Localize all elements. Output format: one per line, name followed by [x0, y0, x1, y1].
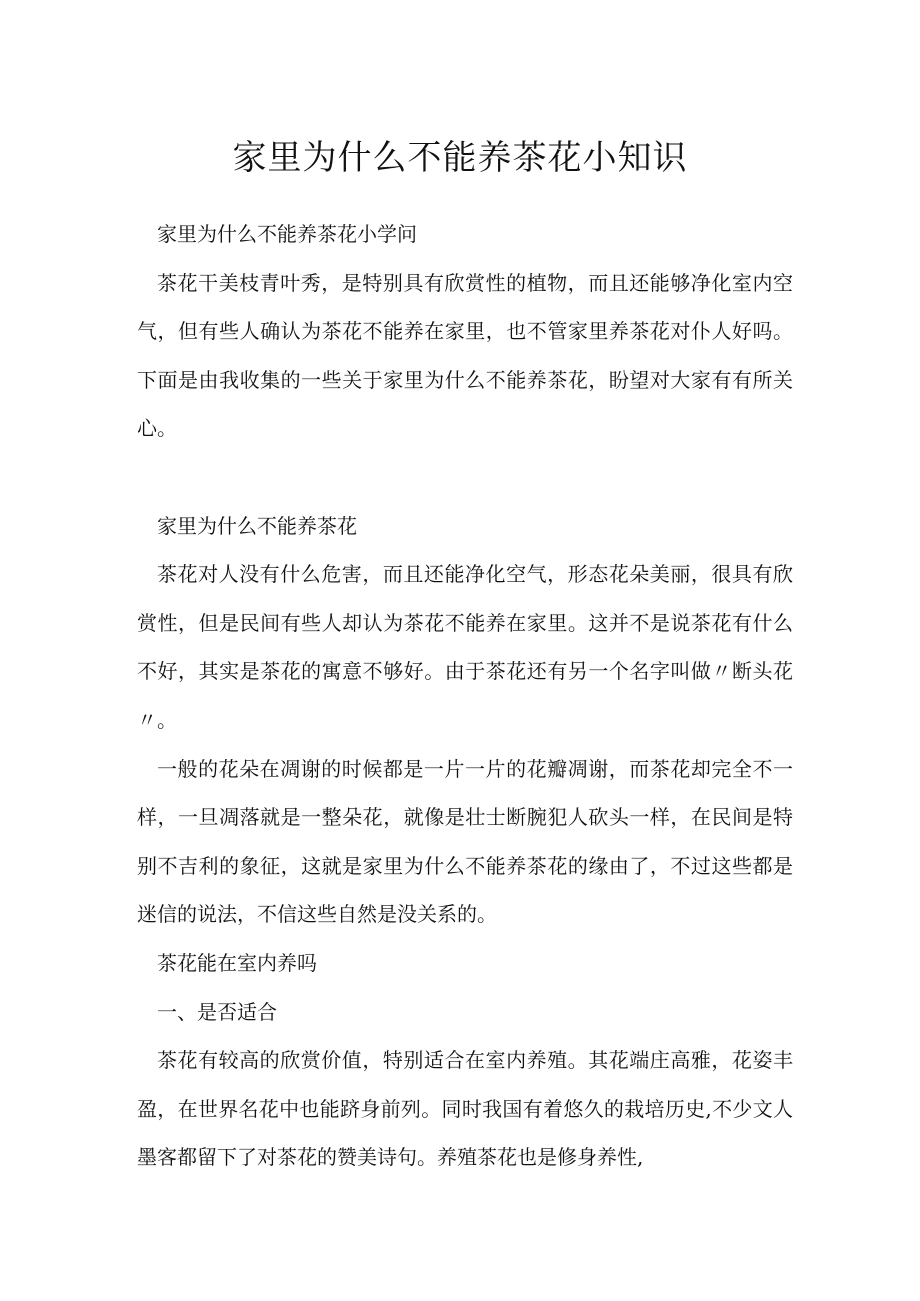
section-heading-indoor: 茶花能在室内养吗: [157, 950, 317, 975]
section-heading-why: 家里为什么不能养茶花: [157, 513, 357, 538]
paragraph-intro: 茶花干美枝青叶秀，是特别具有欣赏性的植物，而且还能够净化室内空气，但有些人确认为茶花不能养在家里，也不管家里养茶花对仆人好吗。下面是由我收集的一些关于家里为什么不能养茶花，盼望对大家有有所关心。: [137, 270, 793, 441]
paragraph-meaning: 茶花对人没有什么危害，而且还能净化空气，形态花朵美丽，很具有欣赏性，但是民间有些人却认为茶花不能养在家里。这并不是说茶花有什么不好，其实是茶花的寓意不够好。由于茶花还有另一个名字叫做〃断头花〃。: [137, 562, 793, 732]
document-body: [137, 210, 793, 1182]
paragraph-falling-flowers: 一般的花朵在凋谢的时候都是一片一片的花瓣凋谢，而茶花却完全不一样，一旦凋落就是一整朵花，就像是壮士断腕犯人砍头一样，在民间是特别不吉利的象征，这就是家里为什么不能养茶花的缘由了，不过这些都是迷信的说法，不信这些自然是没关系的。: [137, 756, 793, 927]
blank-line: [137, 453, 793, 502]
subsection-heading-suitable: 一、是否适合: [157, 999, 277, 1024]
paragraph-subtitle: 家里为什么不能养茶花小学问: [157, 222, 417, 246]
document-title: 家里为什么不能养茶花小知识: [232, 138, 688, 178]
paragraph-suitable: 茶花有较高的欣赏价值，特别适合在室内养殖。其花端庄高雅，花姿丰盈，在世界名花中也能跻身前列。同时我国有着悠久的栽培历史,不少文人墨客都留下了对茶花的赞美诗句。养殖茶花也是修身养性,: [137, 1048, 793, 1170]
